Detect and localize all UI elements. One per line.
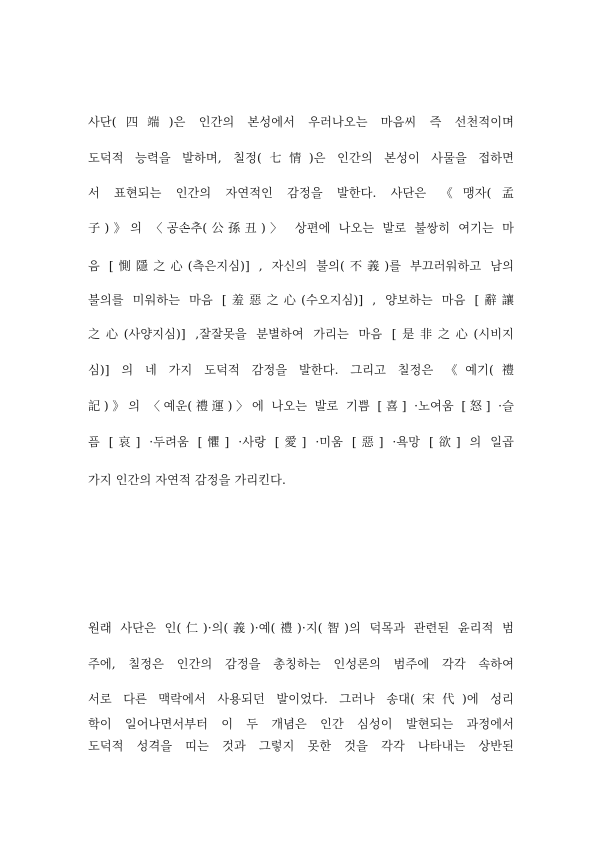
text-line: 서 표현되는 인간의 자연적인 감정을 발한다. 사단은 《맹자(孟 [88,186,514,200]
text-line: 학이 일어나면서부터 이 두 개념은 인간 심성이 발현되는 과정에서 [88,717,514,731]
text-line: 之心(사양지심)] ,잘잘못을 분별하여 가리는 마음 [是非之心(시비지 [88,327,514,341]
text-line: 주에, 칠정은 인간의 감정을 총칭하는 인성론의 범주에 각각 속하여 [88,657,514,671]
text-line: 가지 인간의 자연적 감정을 가리킨다. [88,473,286,487]
text-line: 원래 사단은 인(仁)·의(義)·예(禮)·지(智)의 덕목과 관련된 윤리적 범 [88,621,514,635]
text-line: 사단(四端)은 인간의 본성에서 우러나오는 마음씨 즉 선천적이며 [88,115,514,129]
text-line: 도덕적 성격을 띠는 것과 그렇지 못한 것을 각각 나타내는 상반된 [88,739,514,753]
text-line: 불의를 미워하는 마음 [羞惡之心(수오지심)] , 양보하는 마음 [辭讓 [88,293,514,307]
text-line: 도덕적 능력을 발하며, 칠정(七情)은 인간의 본성이 사물을 접하면 [88,151,514,165]
text-line: 記)》의 〈예운(禮運)〉에 나오는 발로 기쁨 [喜] ·노여움 [怒] ·슬 [88,399,514,413]
text-line: 子)》의 〈공손추(公孫丑)〉 상편에 나오는 발로 불쌍히 여기는 마 [88,221,514,235]
text-line: 음 [惻隱之心(측은지심)] , 자신의 불의(不義)를 부끄러워하고 남의 [88,259,514,273]
text-line: 심)] 의 네 가지 도덕적 감정을 발한다. 그리고 칠정은 《예기(禮 [88,363,514,377]
text-line: 픔 [哀] ·두려움 [懼] ·사랑 [愛] ·미움 [惡] ·욕망 [欲] 의 일곱 [88,435,514,449]
text-line: 서로 다른 맥락에서 사용되던 발이었다. 그러나 송대(宋代)에 성리 [88,692,514,706]
